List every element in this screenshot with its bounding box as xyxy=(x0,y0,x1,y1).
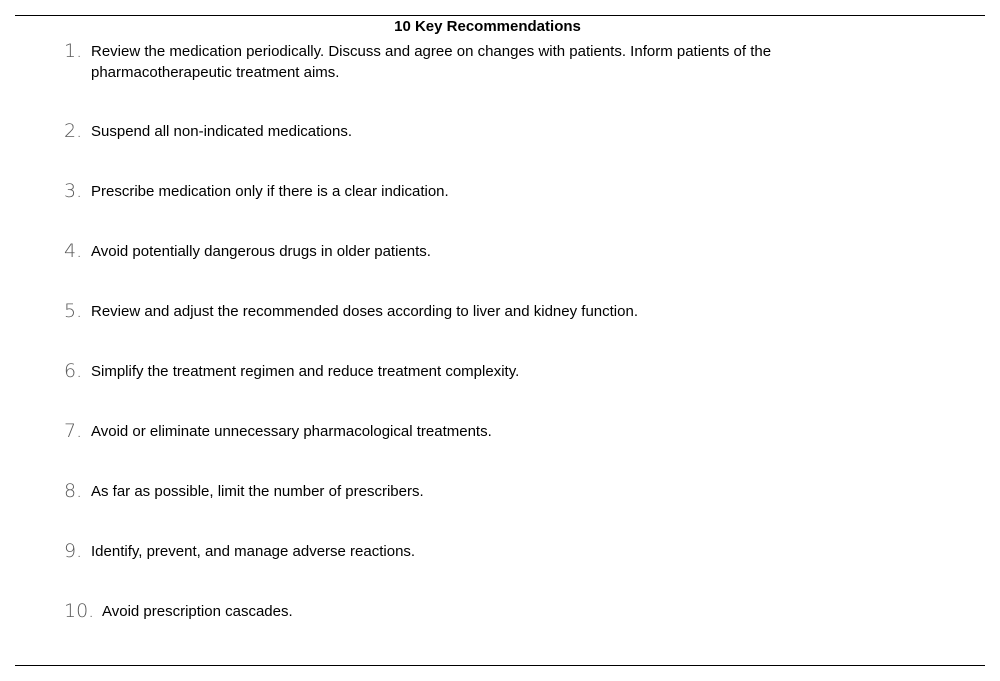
item-number: 10. xyxy=(64,600,95,622)
list-item xyxy=(0,299,1000,359)
item-number: 2. xyxy=(64,120,83,142)
bottom-rule xyxy=(15,665,985,666)
list-item xyxy=(0,599,1000,659)
item-number: 7. xyxy=(64,420,83,442)
list-item xyxy=(0,119,1000,179)
item-text: Prescribe medication only if there is a clear indication. xyxy=(91,183,449,200)
list-item xyxy=(0,359,1000,419)
item-number: 1. xyxy=(64,40,83,62)
list-item xyxy=(0,239,1000,299)
item-number: 6. xyxy=(64,360,83,382)
item-number: 4. xyxy=(64,240,83,262)
item-number: 3. xyxy=(64,180,83,202)
item-number: 8. xyxy=(64,480,83,502)
page-title: 10 Key Recommendations xyxy=(394,18,581,35)
list-item xyxy=(0,539,1000,599)
item-text: Avoid potentially dangerous drugs in older patients. xyxy=(91,243,431,260)
list-item xyxy=(0,479,1000,539)
item-text: Simplify the treatment regimen and reduce treatment complexity. xyxy=(91,363,520,380)
item-text: Identify, prevent, and manage adverse reactions. xyxy=(91,543,416,560)
item-number: 5. xyxy=(64,300,83,322)
item-text: Review the medication periodically. Discuss and agree on changes with patients. Inform patients of the pharmacotherapeutic treatment aims. xyxy=(91,43,772,81)
item-text: Suspend all non-indicated medications. xyxy=(91,123,352,140)
item-text: Avoid or eliminate unnecessary pharmacological treatments. xyxy=(91,423,492,440)
list-item xyxy=(0,39,1000,99)
item-text: Review and adjust the recommended doses according to liver and kidney function. xyxy=(91,303,638,320)
top-rule xyxy=(15,15,985,16)
item-text: Avoid prescription cascades. xyxy=(102,603,293,620)
list-item xyxy=(0,419,1000,479)
item-number: 9. xyxy=(64,540,83,562)
list-item xyxy=(0,179,1000,239)
item-text: As far as possible, limit the number of prescribers. xyxy=(91,483,424,500)
